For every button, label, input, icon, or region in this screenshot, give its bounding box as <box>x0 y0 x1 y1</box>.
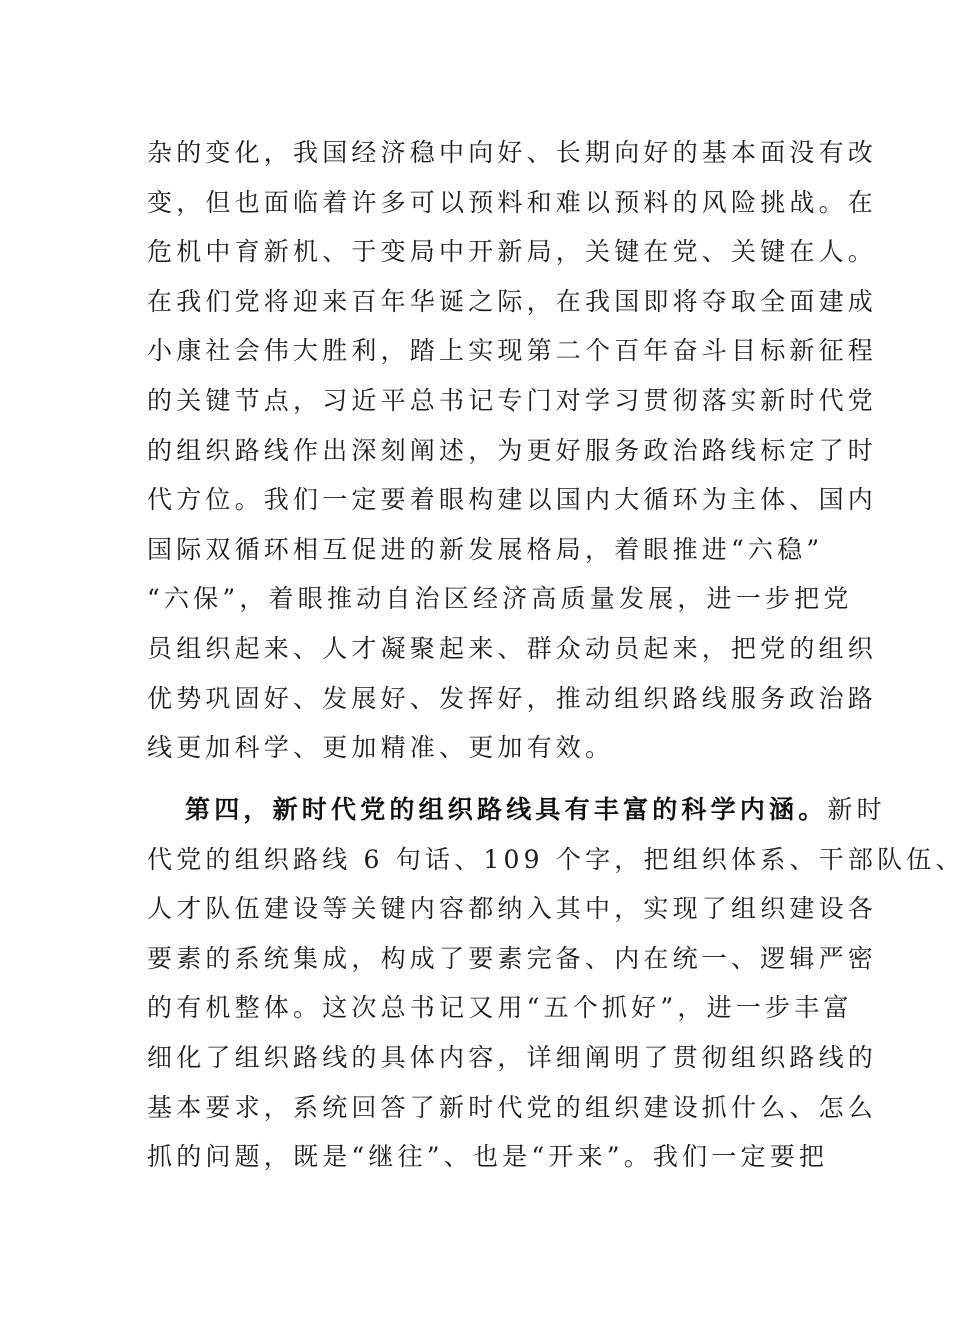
paragraph-line: 员组织起来、人才凝聚起来、群众动员起来，把党的组织 <box>147 633 878 663</box>
heading-continuation: 新时 <box>827 795 886 824</box>
section-heading: 第四，新时代党的组织路线具有丰富的科学内涵。 <box>185 795 828 824</box>
paragraph-line: “六保”，着眼推动自治区经济高质量发展，进一步把党 <box>147 584 853 614</box>
paragraph-line: 代党的组织路线 6 句话、109 个字，把组织体系、干部队伍、 <box>147 844 965 874</box>
paragraph-line: 的有机整体。这次总书记又用“五个抓好”，进一步丰富 <box>147 993 853 1023</box>
paragraph-line: 小康社会伟大胜利，踏上实现第二个百年奋斗目标新征程 <box>147 336 878 366</box>
paragraph-line: 在我们党将迎来百年华诞之际，在我国即将夺取全面建成 <box>147 286 878 316</box>
paragraph-line: 国际双循环相互促进的新发展格局，着眼推进“六稳” <box>147 534 824 564</box>
paragraph-line: 杂的变化，我国经济稳中向好、长期向好的基本面没有改 <box>147 138 878 167</box>
paragraph-line: 优势巩固好、发展好、发挥好，推动组织路线服务政治路 <box>147 683 878 713</box>
paragraph-2 <box>147 785 965 1182</box>
paragraph-1 <box>147 128 878 773</box>
paragraph-line: 代方位。我们一定要着眼构建以国内大循环为主体、国内 <box>147 485 878 515</box>
paragraph-line: 的关键节点，习近平总书记专门对学习贯彻落实新时代党 <box>147 385 878 415</box>
paragraph-line: 要素的系统集成，构成了要素完备、内在统一、逻辑严密 <box>147 943 878 973</box>
paragraph-line: 变，但也面临着许多可以预料和难以预料的风险挑战。在 <box>147 187 878 217</box>
paragraph-line: 细化了组织路线的具体内容，详细阐明了贯彻组织路线的 <box>147 1042 878 1072</box>
paragraph-line: 线更加科学、更加精准、更加有效。 <box>147 733 615 763</box>
paragraph-line: 的组织路线作出深刻阐述，为更好服务政治路线标定了时 <box>147 435 878 465</box>
paragraph-line: 危机中育新机、于变局中开新局，关键在党、关键在人。 <box>147 237 878 267</box>
paragraph-line: 基本要求，系统回答了新时代党的组织建设抓什么、怎么 <box>147 1092 878 1122</box>
paragraph-line: 人才队伍建设等关键内容都纳入其中，实现了组织建设各 <box>147 894 878 924</box>
paragraph-line: 抓的问题，既是“继往”、也是“开来”。我们一定要把 <box>147 1142 829 1172</box>
paragraph-first-line <box>147 785 886 835</box>
